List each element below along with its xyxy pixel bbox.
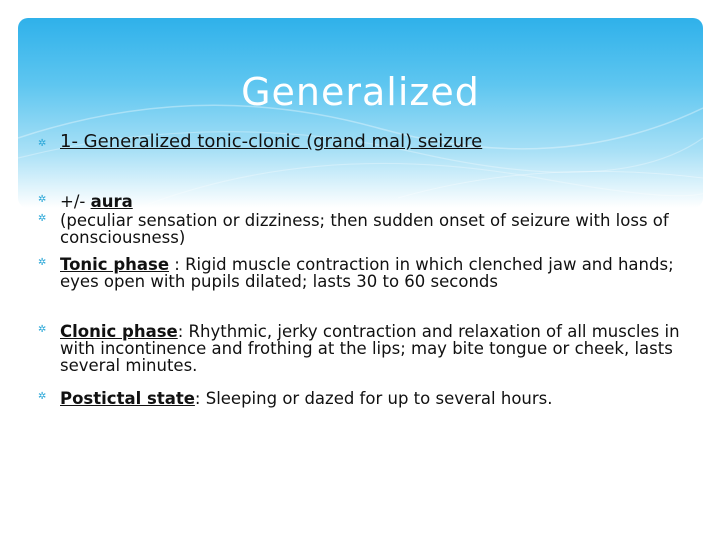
list-item [60,212,700,246]
list-item [60,390,700,407]
title-banner [18,18,703,208]
asterisk-bullet-icon: ✲ [38,138,47,149]
item-text: : Sleeping or dazed for up to several hours. [194,389,553,408]
item-keyword: Postictal state [60,389,195,408]
item-keyword: Clonic phase [60,322,178,341]
asterisk-bullet-icon: ✲ [38,194,47,205]
item-keyword: Tonic phase [60,255,170,274]
item-keyword: aura [90,192,133,211]
item-text: : Rigid muscle contraction in which clenched jaw and hands; eyes open with pupils dilated; lasts 30 to 60 seconds [60,255,674,291]
asterisk-bullet-icon: ✲ [38,213,47,224]
item-term: +/- [60,192,86,211]
asterisk-bullet-icon: ✲ [38,391,47,402]
slide-title: Generalized [241,70,480,114]
item-text: : Rhythmic, jerky contraction and relaxation of all muscles in with incontinence and frothing at the lips; may bite tongue or cheek, lasts several minutes. [60,322,680,375]
subtitle [60,133,700,150]
item-text: (peculiar sensation or dizziness; then sudden onset of seizure with loss of consciousness) [60,211,669,247]
list-item [60,193,700,210]
list-item [60,323,700,374]
asterisk-bullet-icon: ✲ [38,324,47,335]
subtitle-text: 1- Generalized tonic-clonic (grand mal) seizure [60,131,483,152]
list-item [60,256,700,290]
asterisk-bullet-icon: ✲ [38,257,47,268]
